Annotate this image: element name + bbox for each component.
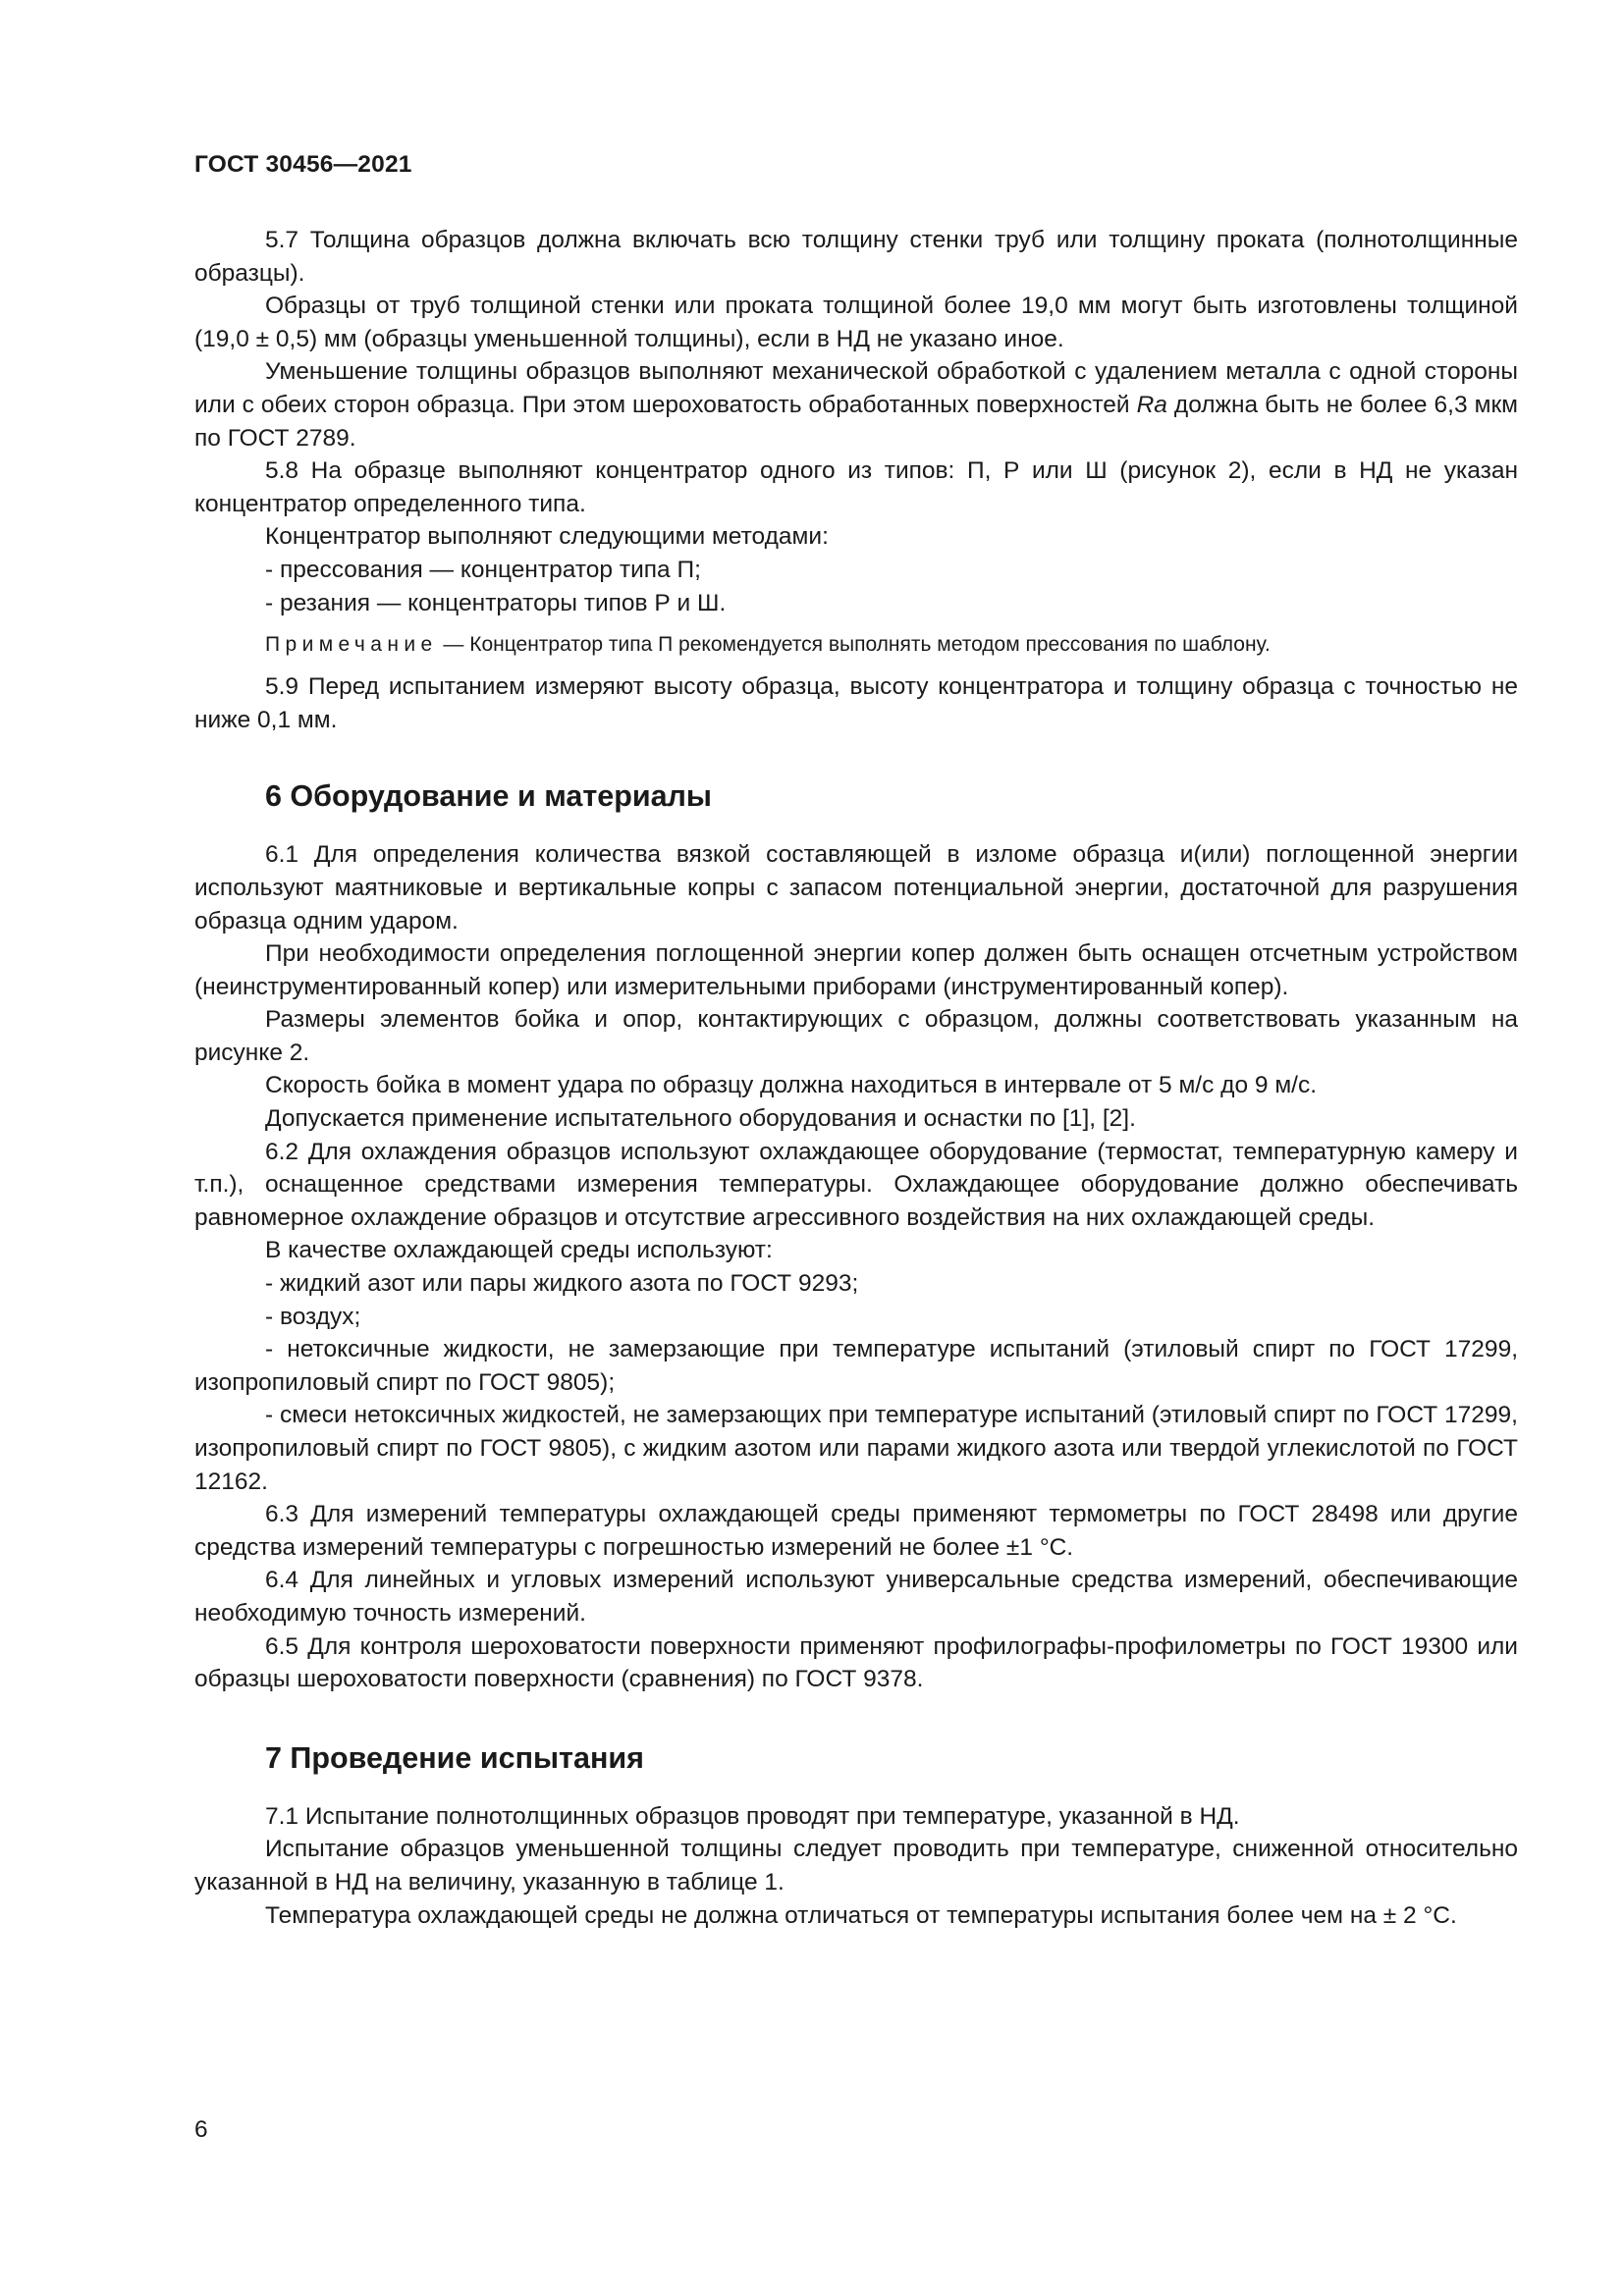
note bbox=[194, 630, 1518, 660]
list-item: - жидкий азот или пары жидкого азота по ГОСТ 9293; bbox=[265, 1270, 859, 1298]
paragraph-6-2: 6.2 Для охлаждения образцов используют охлаждающее оборудование (термостат, температурную камеру и т.п.), оснащенное средствами измерения температуры. Охлаждающее оборудование должно обеспечивать равномерное охлаждение образцов и отсутствие агрессивного воздействия на них охлаждающей среды. bbox=[194, 1138, 1518, 1231]
paragraph-6-1: 6.1 Для определения количества вязкой составляющей в изломе образца и(или) поглощенной энергии используют маятниковые и вертикальные копры с запасом потенциальной энергии, достаточной для разрушения образца одним ударом. bbox=[194, 841, 1518, 934]
page-number: 6 bbox=[194, 2116, 208, 2143]
machining-text-a: Уменьшение толщины образцов выполняют механической обработкой с удалением металла с одной стороны или с обеих сторон образца. При этом шероховатость обработанных поверхностей bbox=[194, 358, 1518, 418]
paragraph-6-2-media: В качестве охлаждающей среды используют: bbox=[265, 1237, 773, 1264]
note-label: Примечание bbox=[265, 633, 438, 657]
paragraph-7-1-reduced: Испытание образцов уменьшенной толщины следует проводить при температуре, сниженной относительно указанной в НД на величину, указанную в таблице 1. bbox=[194, 1836, 1518, 1896]
paragraph-7-1: 7.1 Испытание полнотолщинных образцов проводят при температуре, указанной в НД. bbox=[265, 1802, 1240, 1830]
paragraph-5-8-methods: Концентратор выполняют следующими методами: bbox=[265, 523, 829, 551]
roughness-symbol: Ra bbox=[1136, 391, 1167, 418]
paragraph-5-8: 5.8 На образце выполняют концентратор одного из типов: П, Р или Ш (рисунок 2), если в НД не указан концентратор определенного типа. bbox=[194, 457, 1518, 517]
paragraph-6-3: 6.3 Для измерений температуры охлаждающей среды применяют термометры по ГОСТ 28498 или другие средства измерений температуры с погрешностью измерений не более ±1 °С. bbox=[194, 1501, 1518, 1561]
paragraph-6-1-speed: Скорость бойка в момент удара по образцу должна находиться в интервале от 5 м/с до 9 м/с. bbox=[265, 1072, 1318, 1099]
paragraph-5-9: 5.9 Перед испытанием измеряют высоту образца, высоту концентратора и толщину образца с точностью не ниже 0,1 мм. bbox=[194, 673, 1518, 733]
paragraph-5-7: 5.7 Толщина образцов должна включать всю толщину стенки труб или толщину проката (полнотолщинные образцы). bbox=[194, 227, 1518, 287]
paragraph-6-1-dimensions: Размеры элементов бойка и опор, контактирующих с образцом, должны соответствовать указанным на рисунке 2. bbox=[194, 1006, 1518, 1066]
paragraph-5-7-thickness: Образцы от труб толщиной стенки или проката толщиной более 19,0 мм могут быть изготовлены толщиной (19,0 ± 0,5) мм (образцы уменьшенной толщины), если в НД не указано иное. bbox=[194, 293, 1518, 352]
paragraph-6-4: 6.4 Для линейных и угловых измерений используют универсальные средства измерений, обеспечивающие необходимую точность измерений. bbox=[194, 1567, 1518, 1627]
paragraph-6-5: 6.5 Для контроля шероховатости поверхности применяют профилографы-профилометры по ГОСТ 19300 или образцы шероховатости поверхности (сравнения) по ГОСТ 9378. bbox=[194, 1632, 1518, 1693]
list-item: - нетоксичные жидкости, не замерзающие при температуре испытаний (этиловый спирт по ГОСТ 17299, изопропиловый спирт по ГОСТ 9805); bbox=[194, 1336, 1518, 1396]
list-item: - резания — концентраторы типов Р и Ш. bbox=[265, 589, 727, 616]
paragraph-7-1-tolerance: Температура охлаждающей среды не должна отличаться от температуры испытания более чем на ± 2 °С. bbox=[265, 1901, 1457, 1929]
paragraph-5-7-machining bbox=[194, 355, 1518, 454]
list-item: - смеси нетоксичных жидкостей, не замерзающих при температуре испытаний (этиловый спирт по ГОСТ 17299, изопропиловый спирт по ГОСТ 9805), с жидким азотом или парами жидкого азота или твердой углекислотой по ГОСТ 12162. bbox=[194, 1402, 1518, 1495]
machining-text-b: должна быть не более 6,3 мкм по ГОСТ 2789. bbox=[194, 391, 1519, 452]
section-7-heading: 7 Проведение испытания bbox=[265, 1740, 644, 1775]
document-id-header: ГОСТ 30456—2021 bbox=[194, 151, 412, 178]
page-body bbox=[194, 224, 1518, 1932]
note-text: — Концентратор типа П рекомендуется выполнять методом прессования по шаблону. bbox=[437, 633, 1271, 657]
paragraph-6-1-equipment: Допускается применение испытательного оборудования и оснастки по [1], [2]. bbox=[265, 1105, 1136, 1133]
paragraph-6-1-energy: При необходимости определения поглощенной энергии копер должен быть оснащен отсчетным устройством (неинструментированный копер) или измерительными приборами (инструментированный копер). bbox=[194, 940, 1518, 1000]
document-page bbox=[194, 0, 1518, 2296]
list-item: - прессования — концентратор типа П; bbox=[265, 556, 701, 583]
section-6-heading: 6 Оборудование и материалы bbox=[265, 779, 712, 814]
list-item: - воздух; bbox=[265, 1303, 361, 1330]
